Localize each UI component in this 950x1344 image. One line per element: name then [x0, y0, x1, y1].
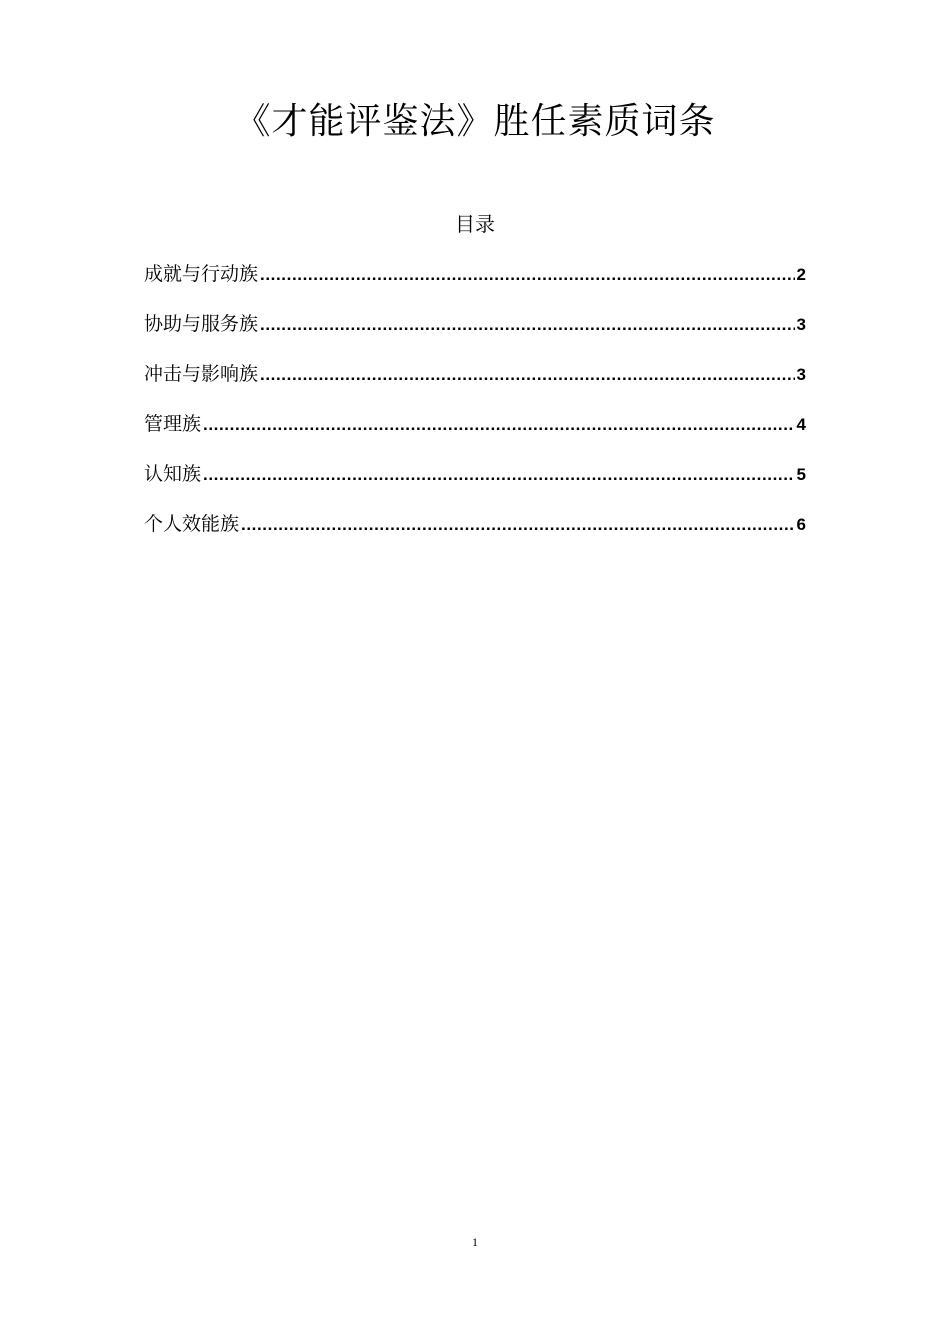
toc-entry-label: 协助与服务族: [144, 313, 259, 335]
toc-entry-page: 5: [796, 465, 806, 484]
toc-entry-label: 认知族: [144, 463, 202, 485]
toc-entry-helping-service[interactable]: [144, 308, 806, 358]
toc-dot-leader: [260, 259, 795, 291]
toc-entry-page: 2: [796, 265, 806, 284]
toc-dot-leader: [241, 509, 795, 541]
page-number: 1: [472, 1235, 478, 1249]
toc-entry-label: 冲击与影响族: [144, 363, 259, 385]
toc-entry-page: 4: [796, 415, 806, 434]
toc-entry-label: 成就与行动族: [144, 263, 259, 285]
toc-dot-leader: [203, 409, 795, 441]
toc-dot-leader: [260, 359, 795, 391]
toc-entry-page: 3: [796, 315, 806, 334]
table-of-contents: [144, 258, 806, 558]
toc-entry-achievement-action[interactable]: [144, 258, 806, 308]
toc-entry-cognitive[interactable]: [144, 458, 806, 508]
toc-entry-label: 管理族: [144, 413, 202, 435]
toc-entry-page: 6: [796, 515, 806, 534]
toc-dot-leader: [260, 309, 795, 341]
toc-heading: 目录: [455, 212, 495, 236]
toc-entry-impact-influence[interactable]: [144, 358, 806, 408]
toc-entry-page: 3: [796, 365, 806, 384]
toc-entry-label: 个人效能族: [144, 513, 240, 535]
toc-entry-personal-effectiveness[interactable]: [144, 508, 806, 558]
document-title: 《才能评鉴法》胜任素质词条: [234, 101, 716, 142]
toc-dot-leader: [203, 459, 795, 491]
toc-entry-management[interactable]: [144, 408, 806, 458]
